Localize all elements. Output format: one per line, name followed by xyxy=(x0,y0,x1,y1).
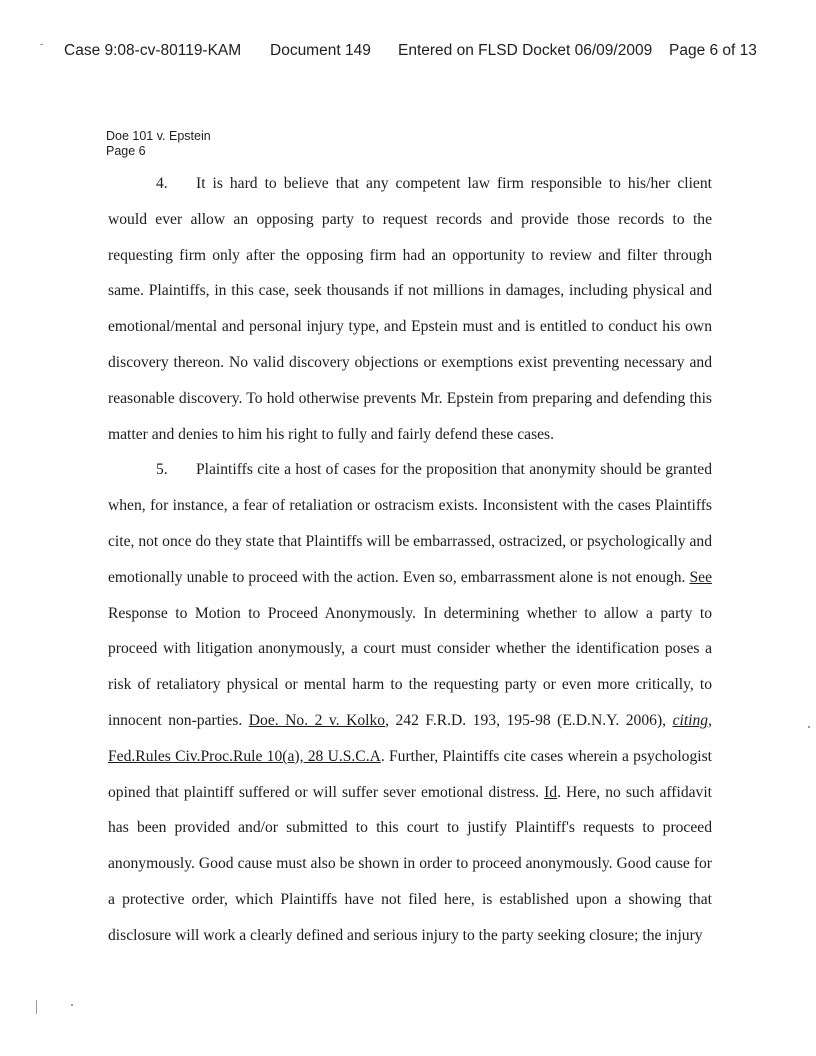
signal-citing: citing xyxy=(672,711,709,729)
paragraph-text: It is hard to believe that any competent law firm responsible to his/her client would ever allow an opposing party to request records and provide those records to the requesting firm only after the opposing firm had an opportunity to review and filter through same. Plaintiffs, in this case, seek thousands if not millions in damages, including physical and emotional/mental and personal injury type, and Epstein must and is entitled to conduct his own discovery thereon. No valid discovery objections or exemptions exist preventing necessary and reasonable discovery. To hold otherwise prevents Mr. Epstein from preparing and defending this matter and denies to him his right to fully and fairly defend these cases. xyxy=(108,175,712,443)
document-number: Document 149 xyxy=(270,42,371,59)
caption-page: Page 6 xyxy=(106,144,146,158)
paragraph-text: Plaintiffs cite a host of cases for the proposition that anonymity should be granted when, for instance, a fear of retaliation or ostracism exists. Inconsistent with the cases Plaintiffs cite, not once do they state that Plaintiffs will be embarrassed, ostracized, or psychologically and emotionally unable to proceed with the action. Even so, embarrassment alone is not enough. xyxy=(108,461,712,586)
scan-mark xyxy=(40,44,43,45)
id-citation: Id xyxy=(544,783,558,801)
paragraph-number: 4. xyxy=(156,175,168,192)
paragraph-text: . Here, no such affidavit has been provided and/or submitted to this court to justify Plaintiff's requests to proceed anonymously. Good cause must also be shown in order to proceed anonymously. Good cause for a protective order, which Plaintiffs have not filed here, is established upon a showing that disclosure will work a clearly defined and serious injury to the party seeking closure; the injury xyxy=(108,783,712,944)
signal-see: See xyxy=(689,568,712,586)
entered-docket: Entered on FLSD Docket 06/09/2009 xyxy=(398,42,653,59)
page-count: Page 6 of 13 xyxy=(669,42,757,59)
paragraph-number: 5. xyxy=(156,461,168,479)
paragraph-text: , 242 F.R.D. 193, 195-98 (E.D.N.Y. 2006), xyxy=(385,711,667,729)
paragraph-text: , xyxy=(708,711,712,729)
scan-mark xyxy=(808,726,810,728)
caption-title: Doe 101 v. Epstein xyxy=(106,129,211,143)
docket-stamp-header xyxy=(64,42,764,60)
paragraph-text: Response to Motion to Proceed Anonymously. In determining whether to allow a party to proceed with litigation anonymously, a court must consider whether the identification poses a risk of retaliatory physical or mental harm to the requesting party or even more critically, to innocent non-parties. xyxy=(108,604,712,729)
page-caption xyxy=(106,129,211,159)
paragraph-5 xyxy=(108,452,712,953)
scan-mark xyxy=(36,1000,37,1014)
case-citation: Doe. No. 2 v. Kolko xyxy=(248,711,386,729)
rule-citation: Fed.Rules Civ.Proc.Rule 10(a), 28 U.S.C.A xyxy=(108,747,381,765)
scan-mark xyxy=(71,1004,73,1006)
paragraph-4 xyxy=(108,166,712,452)
paragraph-text: . Further, Plaintiffs cite cases wherein a psychologist opined that plaintiff suffered or will suffer sever emotional distress. xyxy=(108,747,712,801)
document-body xyxy=(108,166,712,954)
case-number: Case 9:08-cv-80119-KAM xyxy=(64,42,242,59)
